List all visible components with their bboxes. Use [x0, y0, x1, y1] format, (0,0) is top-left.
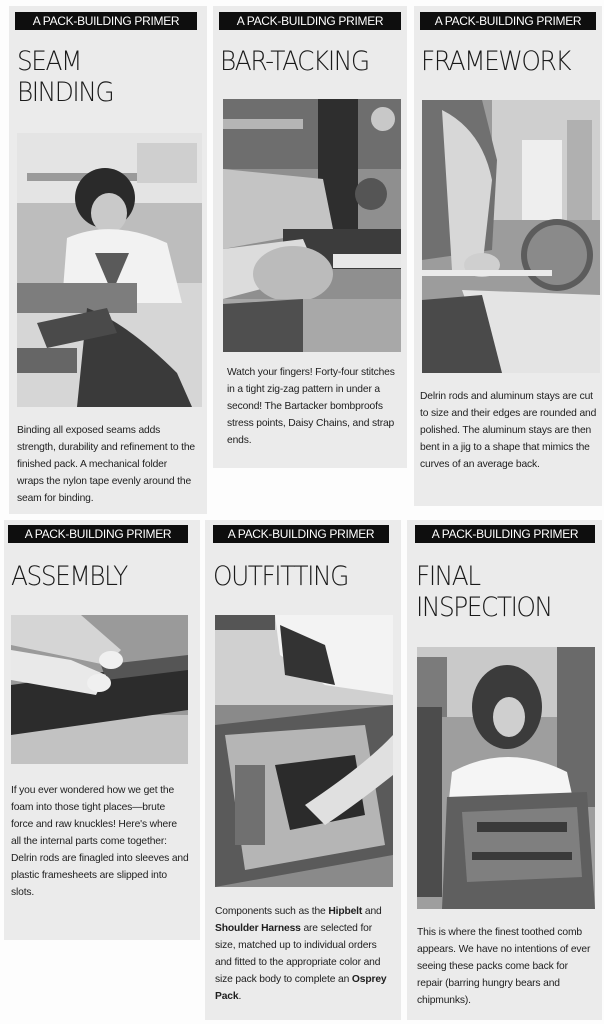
panel-body: Binding all exposed seams adds strength, durability and refinement to the finished pack. A mechanical folder wraps the nylon tape evenly around the seam for binding. [17, 425, 196, 504]
panel-title: FRAMEWORK [421, 46, 571, 77]
panel-body: If you ever wondered how we get the foam into those tight places—brute force and raw knuckles! Here's where all the internal parts come together: Delrin rods are finagled into sleeves and plastic framesheets are slipped into slots. [11, 785, 189, 898]
panel-final-inspection [407, 520, 602, 1020]
photo-final-inspection [417, 647, 595, 909]
photo-bar-tacking [223, 99, 401, 352]
body-text-part: and [362, 906, 382, 917]
panel-body [215, 903, 395, 1005]
panel-body: Delrin rods and aluminum stays are cut to size and their edges are rounded and polished. The aluminum stays are then bent in a jig to a shape that mimics the curves of an average back. [420, 391, 597, 470]
panel-bar-tacking [213, 6, 407, 468]
body-text-part: Components such as the [215, 906, 329, 917]
photo-framework [422, 100, 600, 373]
body-text-part: . [238, 991, 242, 1002]
body-text-part: are selected for size, matched up to individual orders and fitted to the appropriate color and size pack body to complete an [215, 923, 381, 985]
panel-framework [414, 6, 602, 506]
panel-title: SEAM BINDING [17, 46, 114, 108]
panel-title: BAR-TACKING [220, 46, 369, 77]
photo-seam-binding [17, 133, 202, 407]
primer-badge: A PACK-BUILDING PRIMER [219, 12, 401, 30]
primer-badge: A PACK-BUILDING PRIMER [415, 525, 595, 543]
primer-badge: A PACK-BUILDING PRIMER [15, 12, 197, 30]
panel-assembly [4, 520, 200, 940]
photo-assembly [11, 615, 188, 764]
osprey-pack-term: Osprey Pack [215, 974, 387, 1002]
hipbelt-term: Hipbelt [328, 906, 363, 917]
panel-body: This is where the finest toothed comb appears. We have no intentions of ever seeing these packs come back for repair (barring hungry bears and chipmunks). [417, 927, 591, 1006]
panel-seam-binding [9, 6, 207, 514]
primer-badge: A PACK-BUILDING PRIMER [8, 525, 188, 543]
panel-body: Watch your fingers! Forty-four stitches in a tight zig-zag pattern in under a second! The Bartacker bombproofs stress points, Daisy Chains, and strap ends. [227, 367, 395, 446]
panel-title: OUTFITTING [213, 561, 348, 592]
panel-title: ASSEMBLY [11, 561, 127, 592]
shoulder-harness-term: Shoulder Harness [215, 923, 301, 934]
primer-badge: A PACK-BUILDING PRIMER [420, 12, 596, 30]
photo-outfitting [215, 615, 393, 887]
panel-outfitting [205, 520, 401, 1020]
primer-badge: A PACK-BUILDING PRIMER [213, 525, 389, 543]
panel-title: FINAL INSPECTION [416, 561, 552, 623]
